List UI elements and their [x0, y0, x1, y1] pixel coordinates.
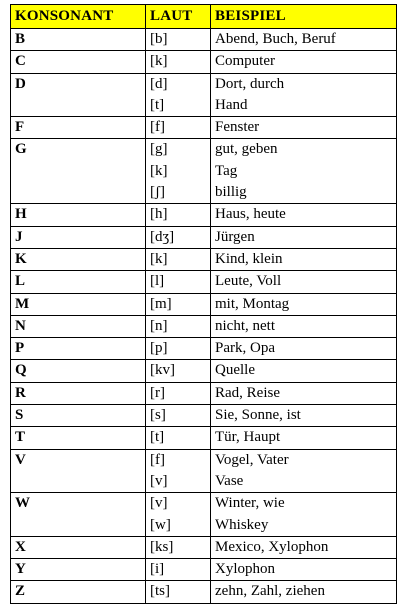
- laut-cell: [146, 338, 211, 360]
- beispiel-text: Jürgen: [215, 228, 255, 245]
- table-row: [11, 226, 397, 248]
- laut-cell: [146, 581, 211, 603]
- consonant-cell: [11, 51, 146, 73]
- consonant-letter: M: [15, 295, 30, 312]
- laut-cell: [146, 204, 211, 226]
- laut-cell: [146, 226, 211, 248]
- laut-symbol: [i]: [150, 561, 165, 578]
- beispiel-text: Rad, Reise: [215, 384, 280, 401]
- beispiel-cell: [211, 315, 397, 337]
- laut-cell: [146, 271, 211, 293]
- consonant-letter: S: [15, 407, 24, 424]
- header-laut: LAUT: [146, 5, 211, 29]
- laut-cell: [146, 73, 211, 117]
- consonant-cell: [11, 139, 146, 204]
- consonant-cell: [11, 73, 146, 117]
- beispiel-text: Dort, durch: [215, 75, 285, 92]
- beispiel-cell: [211, 360, 397, 382]
- beispiel-cell: [211, 29, 397, 51]
- consonant-cell: [11, 405, 146, 427]
- beispiel-text: Vogel, Vater: [215, 451, 289, 468]
- beispiel-text: Xylophon: [215, 561, 275, 578]
- table-row: [11, 405, 397, 427]
- table-row: [11, 139, 397, 204]
- table-row: [11, 271, 397, 293]
- consonant-letter: L: [15, 273, 26, 290]
- beispiel-cell: [211, 493, 397, 537]
- beispiel-text: nicht, nett: [215, 317, 275, 334]
- table-body: [11, 29, 397, 604]
- table-row: [11, 559, 397, 581]
- consonant-cell: [11, 117, 146, 139]
- consonant-cell: [11, 449, 146, 493]
- consonant-letter: X: [15, 538, 26, 555]
- beispiel-text: Tür, Haupt: [215, 429, 281, 446]
- laut-symbol: [b]: [150, 31, 168, 47]
- laut-symbol: [n]: [150, 317, 168, 334]
- laut-symbol: [w]: [150, 516, 171, 533]
- laut-symbol: [ʃ]: [150, 184, 165, 201]
- consonant-cell: [11, 248, 146, 270]
- laut-cell: [146, 29, 211, 51]
- consonant-letter: V: [15, 451, 26, 468]
- laut-cell: [146, 248, 211, 270]
- beispiel-text: gut, geben: [215, 141, 278, 158]
- laut-cell: [146, 382, 211, 404]
- consonant-letter: R: [15, 384, 26, 401]
- laut-symbol: [f]: [150, 119, 165, 136]
- beispiel-text: Fenster: [215, 119, 260, 136]
- laut-symbol: [s]: [150, 407, 166, 424]
- beispiel-cell: [211, 226, 397, 248]
- consonant-cell: [11, 536, 146, 558]
- beispiel-text: Whiskey: [215, 516, 269, 533]
- laut-cell: [146, 139, 211, 204]
- consonant-cell: [11, 226, 146, 248]
- beispiel-cell: [211, 139, 397, 204]
- beispiel-cell: [211, 293, 397, 315]
- beispiel-cell: [211, 338, 397, 360]
- table-row: [11, 73, 397, 117]
- beispiel-cell: [211, 204, 397, 226]
- beispiel-text: Abend, Buch, Beruf: [215, 31, 336, 47]
- laut-symbol: [m]: [150, 295, 172, 312]
- table-row: [11, 493, 397, 537]
- laut-cell: [146, 293, 211, 315]
- beispiel-cell: [211, 559, 397, 581]
- consonant-cell: [11, 427, 146, 449]
- laut-symbol: [r]: [150, 384, 165, 401]
- laut-cell: [146, 536, 211, 558]
- laut-symbol: [h]: [150, 206, 168, 223]
- table-row: [11, 427, 397, 449]
- laut-symbol: [v]: [150, 495, 168, 512]
- consonant-letter: Z: [15, 583, 26, 600]
- table-row: [11, 581, 397, 603]
- laut-symbol: [ts]: [150, 583, 170, 600]
- beispiel-cell: [211, 405, 397, 427]
- laut-symbol: [d]: [150, 75, 168, 92]
- consonant-cell: [11, 493, 146, 537]
- consonant-letter: P: [15, 340, 25, 357]
- laut-cell: [146, 405, 211, 427]
- beispiel-cell: [211, 449, 397, 493]
- beispiel-cell: [211, 581, 397, 603]
- beispiel-text: Hand: [215, 96, 248, 113]
- beispiel-text: Quelle: [215, 362, 255, 379]
- beispiel-text: Computer: [215, 53, 275, 70]
- laut-symbol: [l]: [150, 273, 165, 290]
- consonant-cell: [11, 204, 146, 226]
- laut-symbol: [k]: [150, 53, 168, 70]
- beispiel-text: Vase: [215, 472, 244, 489]
- beispiel-cell: [211, 248, 397, 270]
- consonant-letter: G: [15, 141, 27, 158]
- beispiel-cell: [211, 51, 397, 73]
- laut-symbol: [f]: [150, 451, 165, 468]
- header-konsonant: KONSONANT: [11, 5, 146, 29]
- beispiel-text: Leute, Voll: [215, 273, 282, 290]
- consonant-letter: Q: [15, 362, 27, 379]
- consonant-letter: N: [15, 317, 26, 334]
- consonant-letter: Y: [15, 561, 26, 578]
- laut-cell: [146, 427, 211, 449]
- laut-cell: [146, 360, 211, 382]
- beispiel-cell: [211, 427, 397, 449]
- laut-symbol: [t]: [150, 429, 165, 446]
- laut-symbol: [p]: [150, 340, 168, 357]
- table-row: [11, 338, 397, 360]
- consonant-letter: F: [15, 119, 25, 136]
- consonant-cell: [11, 338, 146, 360]
- table-row: [11, 315, 397, 337]
- beispiel-text: Winter, wie: [215, 495, 285, 512]
- beispiel-cell: [211, 117, 397, 139]
- header-row: [11, 5, 397, 29]
- consonant-cell: [11, 293, 146, 315]
- consonant-cell: [11, 559, 146, 581]
- beispiel-cell: [211, 382, 397, 404]
- laut-cell: [146, 51, 211, 73]
- beispiel-text: zehn, Zahl, ziehen: [215, 583, 325, 600]
- table-row: [11, 536, 397, 558]
- consonant-letter: J: [15, 228, 23, 245]
- table-row: [11, 248, 397, 270]
- laut-symbol: [k]: [150, 162, 168, 179]
- table-row: [11, 117, 397, 139]
- consonant-letter: W: [15, 495, 30, 512]
- consonant-cell: [11, 271, 146, 293]
- consonant-cell: [11, 581, 146, 603]
- laut-symbol: [ks]: [150, 538, 174, 555]
- beispiel-text: mit, Montag: [215, 295, 290, 312]
- beispiel-text: Haus, heute: [215, 206, 286, 223]
- table-row: [11, 449, 397, 493]
- laut-symbol: [g]: [150, 141, 168, 158]
- consonant-cell: [11, 315, 146, 337]
- consonant-letter: C: [15, 53, 26, 70]
- laut-symbol: [t]: [150, 96, 165, 113]
- beispiel-text: Mexico, Xylophon: [215, 538, 329, 555]
- laut-cell: [146, 559, 211, 581]
- consonant-letter: T: [15, 429, 26, 446]
- laut-symbol: [v]: [150, 472, 168, 489]
- consonant-letter: H: [15, 206, 27, 223]
- table-row: [11, 204, 397, 226]
- consonant-letter: B: [15, 31, 26, 47]
- table-row: [11, 29, 397, 51]
- consonant-cell: [11, 382, 146, 404]
- beispiel-text: Park, Opa: [215, 340, 275, 357]
- consonant-letter: D: [15, 75, 26, 92]
- table-row: [11, 51, 397, 73]
- consonant-letter: K: [15, 250, 27, 267]
- laut-cell: [146, 315, 211, 337]
- laut-cell: [146, 449, 211, 493]
- table-row: [11, 293, 397, 315]
- laut-symbol: [k]: [150, 250, 168, 267]
- laut-cell: [146, 117, 211, 139]
- table-row: [11, 382, 397, 404]
- laut-cell: [146, 493, 211, 537]
- table-row: [11, 360, 397, 382]
- beispiel-text: Sie, Sonne, ist: [215, 407, 301, 424]
- beispiel-text: Kind, klein: [215, 250, 283, 267]
- consonant-table: [10, 4, 397, 604]
- laut-symbol: [dʒ]: [150, 228, 175, 245]
- beispiel-cell: [211, 536, 397, 558]
- beispiel-cell: [211, 271, 397, 293]
- consonant-table-container: [10, 4, 396, 604]
- consonant-cell: [11, 29, 146, 51]
- header-beispiel: BEISPIEL: [211, 5, 397, 29]
- beispiel-cell: [211, 73, 397, 117]
- beispiel-text: billig: [215, 184, 247, 201]
- laut-symbol: [kv]: [150, 362, 175, 379]
- beispiel-text: Tag: [215, 162, 238, 179]
- consonant-cell: [11, 360, 146, 382]
